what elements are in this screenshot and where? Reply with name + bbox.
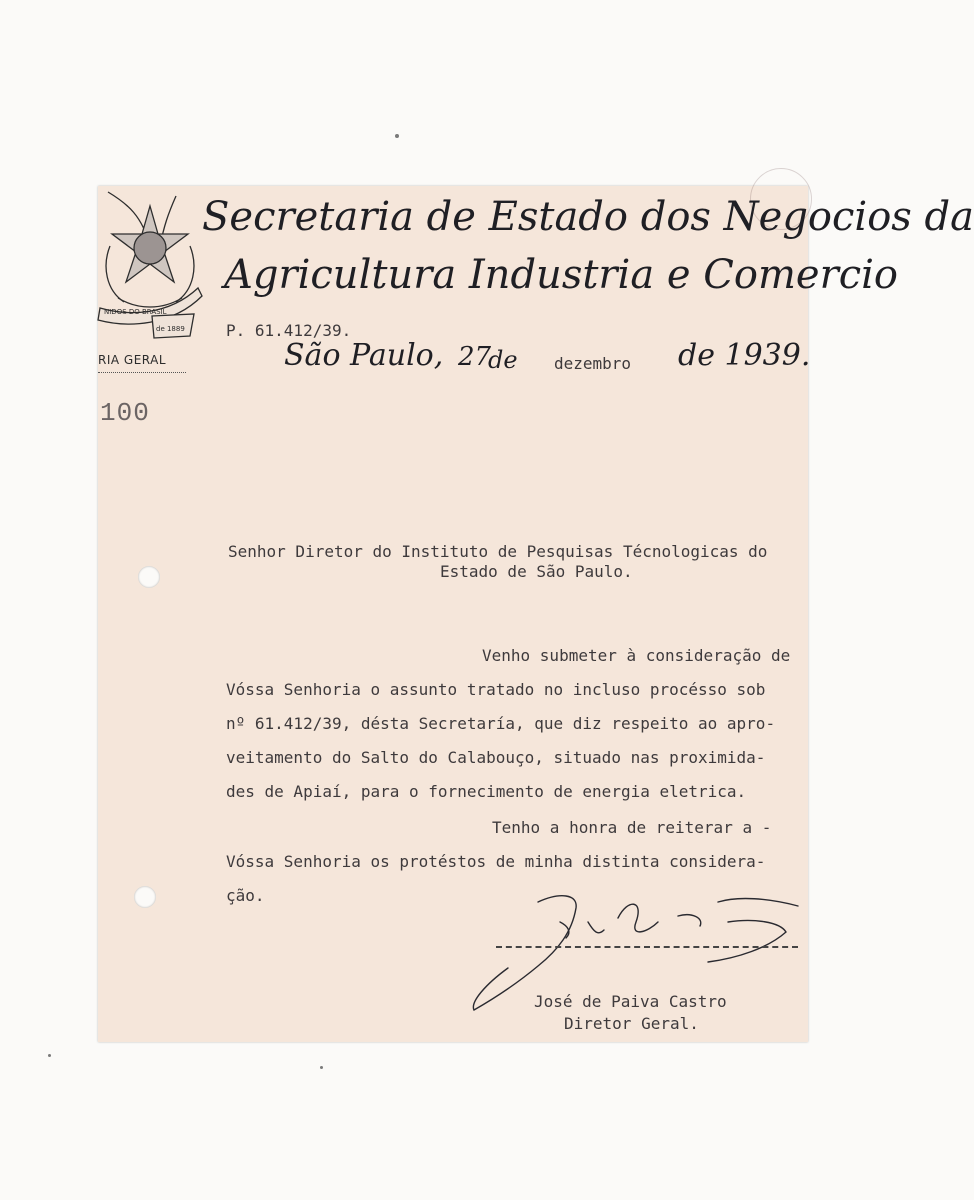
- body-line-5: des de Apiaí, para o fornecimento de energia eletrica.: [226, 782, 747, 801]
- body-line-1: Venho submeter à consideração de: [482, 646, 791, 665]
- closing-line-1: Tenho a honra de reiterar a -: [492, 818, 772, 837]
- signature-rule: [496, 946, 798, 948]
- body-line-4: veitamento do Salto do Calabouço, situado nas proximida-: [226, 748, 766, 767]
- date-day: 27: [458, 342, 492, 372]
- addressee-line-2: Estado de São Paulo.: [440, 562, 633, 581]
- svg-text:NIDOS DO BRASIL: NIDOS DO BRASIL: [104, 308, 167, 316]
- speck: [48, 1054, 51, 1057]
- svg-text:de 1889: de 1889: [156, 325, 185, 333]
- body-line-2: Vóssa Senhoria o assunto tratado no incluso procésso sob: [226, 680, 766, 699]
- signatory-name: José de Paiva Castro: [534, 992, 727, 1011]
- punch-hole-bottom: [134, 886, 156, 908]
- closing-line-3: ção.: [226, 886, 265, 905]
- speck: [320, 1066, 323, 1069]
- body-line-3: nº 61.412/39, désta Secretaría, que diz respeito ao apro-: [226, 714, 776, 733]
- date-de: de: [488, 346, 518, 374]
- addressee-line-1: Senhor Diretor do Instituto de Pesquisas Técnologicas do: [228, 542, 768, 561]
- signatory-role: Diretor Geral.: [564, 1014, 699, 1033]
- stamped-counter: 100: [100, 398, 150, 428]
- handwritten-signature: [468, 892, 808, 1032]
- department-label: RIA GERAL: [98, 353, 167, 367]
- letterhead-title-line-2: Agricultura Industria e Comercio: [224, 252, 898, 298]
- punch-hole-top: [138, 566, 160, 588]
- letterhead-title-line-1: Secretaria de Estado dos Negocios da: [202, 194, 974, 240]
- date-year: de 1939.: [678, 338, 811, 373]
- closing-line-2: Vóssa Senhoria os protéstos de minha distinta considera-: [226, 852, 766, 871]
- process-number: P. 61.412/39.: [226, 321, 352, 340]
- speck: [395, 134, 399, 138]
- department-rule: [98, 372, 186, 373]
- coat-of-arms-emblem: [98, 186, 203, 351]
- letter-paper: [98, 186, 974, 1042]
- date-month: dezembro: [554, 354, 632, 373]
- date-place: São Paulo,: [284, 338, 444, 373]
